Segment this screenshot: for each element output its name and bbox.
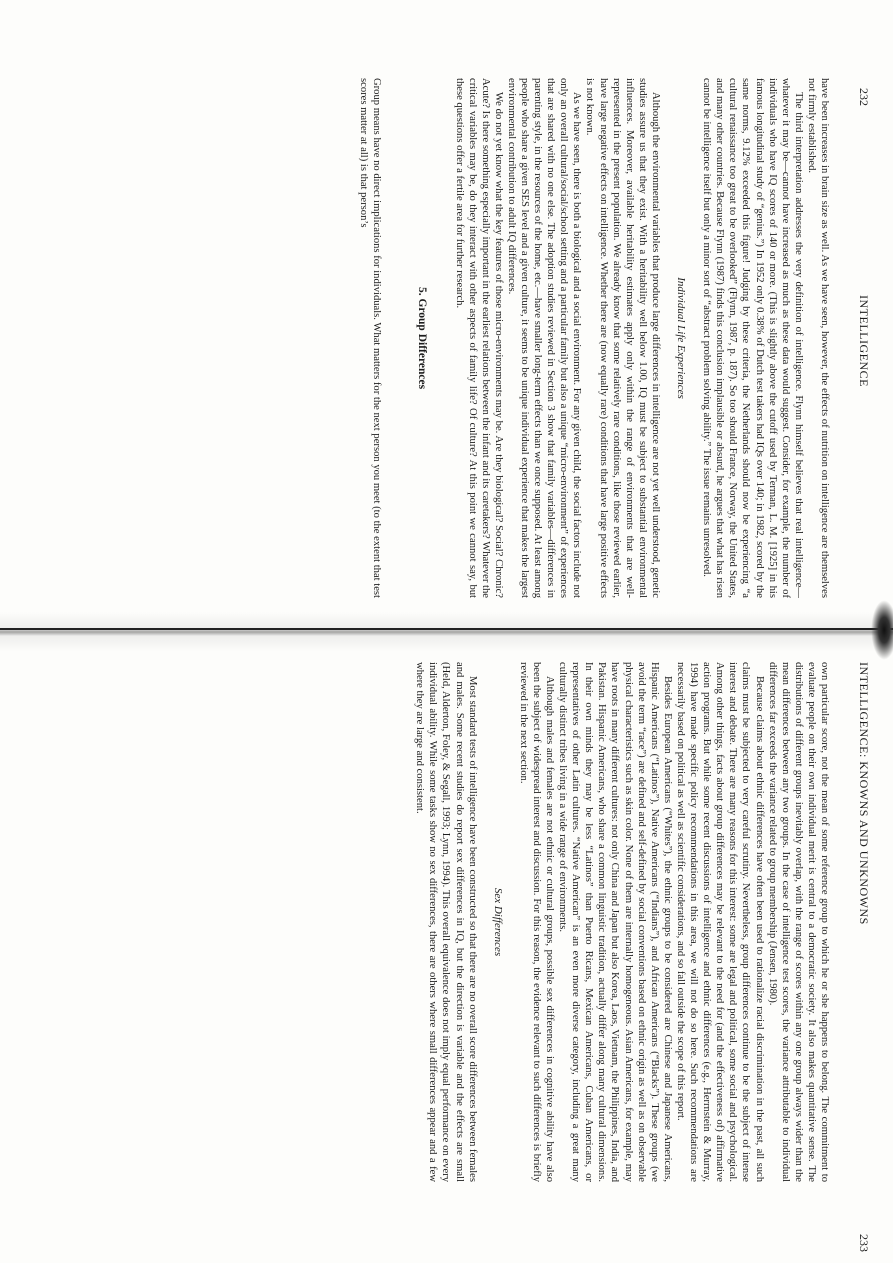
paragraph: Because claims about ethnic differences have often been used to rationalize racial discrimination in the past, all such claims must be subjected to very careful scrutiny. Nevertheless, group differences continue to be the subject of intense interest and debate. There are many reasons for this interest: some are legal and political, some social and psychological. Among other things, facts about group differences may be relevant to the need for (and the effectiveness of) affirmative action programs. But while some recent discussions of intelligence and ethnic differences (e.g., Herrnstein & Murray, 1994) have made specific policy recommendations in this area, we will not do so here. Such recommendations are necessarily based on political as well as scientific considerations, and so fall outside the scope of this report. bbox=[674, 662, 765, 1182]
right-page bbox=[0, 648, 893, 1263]
right-page-number: 233 bbox=[857, 1234, 871, 1252]
paragraph: have been increases in brain size as well. As we have seen, however, the effects of nutrition on intelligence are themselves not firmly established. bbox=[805, 78, 830, 598]
book-gutter-shadow bbox=[0, 612, 893, 652]
section-heading-individual-life-experiences: Individual Life Experiences bbox=[675, 277, 688, 399]
paragraph: Although the environmental variables that produce large differences in intelligence are not yet well understood, genetic studies assure us that they exist. With a heritability well below 1.00, IQ must be subject to substantial environmental influences. Moreover, available heritability estimates apply only within the range of environments that are well-represented in the present population. We already know that some relatively rare conditions, like those reviewed earlier, have large negative effects on intelligence. Whether there are (now equally rare) conditions that have large positive effects is not known. bbox=[584, 78, 661, 598]
section-heading-group-differences: 5. Group Differences bbox=[416, 286, 429, 390]
paragraph: Group means have no direct implications for individuals. What matters for the next person you meet (to the extent that test scores matter at all) is that person’s bbox=[358, 78, 383, 598]
paragraph: Although males and females are not ethnic or cultural groups, possible sex differences in cognitive ability have also been the subject of widespread interest and discussion. For this reason, the evidence relevant to such differences is briefly reviewed in the next section. bbox=[517, 662, 556, 1182]
paragraph: The third interpretation addresses the very definition of intelligence. Flynn himself believes that real intelligence—whatever it may be—cannot have increased as much as these data would suggest. Consider, for example, the number of individuals who have IQ scores of 140 or more. (This is slightly above the cutoff used by Terman, L. M. [1925] in his famous longitudinal study of “genius.”) In 1952 only 0.38% of Dutch test takers had IQs over 140; in 1982, scored by the same norms, 9.12% exceeded this figure! Judging by these criteria, the Netherlands should now be experiencing “a cultural renaissance too great to be overlooked” (Flynn, 1987, p. 187). So too should France, Norway, the United States, and many other countries. Because Flynn (1987) finds this conclusion implausible or absurd, he argues that what has risen cannot be intelligence itself but only a minor sort of “abstract problem solving ability.” The issue remains unresolved. bbox=[701, 78, 804, 598]
section-heading-sex-differences: Sex Differences bbox=[491, 887, 504, 957]
book-gutter-line bbox=[0, 628, 893, 630]
paragraph: We do not yet know what the key features of those micro-environments may be. Are they biological? Social? Chronic? Acute? Is there something especially important in the earliest relations between the infant and its caretakers? Whatever the critical variables may be, do they interact with other aspects of family life? Of culture? At this point we cannot say, but these questions offer a fertile area for further research. bbox=[453, 78, 504, 598]
right-page-body bbox=[413, 662, 831, 1182]
paragraph: As we have seen, there is both a biological and a social environment. For any given child, the social factors include not only an overall cultural/social/school setting and a particular family but also a unique “micro-environment” of experiences that are shared with no one else. The adoption studies reviewed in Section 3 show that family variables—differences in parenting style, in the resources of the home, etc.—have smaller long-term effects than we once supposed. At least among people who share a given SES level and a given culture, it seems to be unique individual experience that makes the largest environmental contribution to adult IQ differences. bbox=[505, 78, 583, 598]
right-running-head: INTELLIGENCE: KNOWNS AND UNKNOWNS bbox=[857, 662, 871, 925]
left-page-body bbox=[357, 78, 831, 598]
left-running-head: INTELLIGENCE bbox=[857, 295, 871, 387]
paragraph: Most standard tests of intelligence have been constructed so that there are no overall score differences between females and males. Some recent studies do report sex differences in IQ, but the direction is variable and the effects are small (Held, Alderton, Foley, & Segall, 1993; Lynn, 1994). This overall equivalence does not imply equal performance on every individual ability. While some tasks show no sex differences, there are others where small differences appear and a few where they are large and consistent. bbox=[414, 662, 478, 1182]
paragraph: Besides European Americans (“Whites”), the ethnic groups to be considered are Chinese and Japanese Americans, Hispanic Americans (“Latinos”), Native Americans (“Indians”), and African Americans (“Blacks”). These groups (we avoid the term “race”) are defined and self-defined by social conventions based on ethnic origin as well as on observable physical characteristics such as skin color. None of them are internally homogeneous. Asian Americans, for example, may have roots in many different cultures: not only China and Japan but also Korea, Laos, Vietnam, the Philippines, India, and Pakistan. Hispanic Americans, who share a common linguistic tradition, actually differ along many cultural dimensions. In their own minds they may be less “Latinos” than Puerto Ricans, Mexican Americans, Cuban Americans, or representatives of other Latin cultures. “Native American” is an even more diverse category, including a great many culturally distinct tribes living in a wide range of environments. bbox=[557, 662, 673, 1182]
left-page-number: 232 bbox=[857, 88, 871, 106]
left-page bbox=[0, 0, 893, 615]
paragraph: own particular score, not the mean of some reference group to which he or she happens to belong. The commitment to evaluate people on their own individual merit is central to a democratic society. It also makes quantitative sense. The distributions of different groups inevitably overlap, with the range of scores within any one group always wider than the mean differences between any two groups. In the case of intelligence test scores, the variance attributable to individual differences far exceeds the variance related to group membership (Jensen, 1980). bbox=[766, 662, 830, 1182]
